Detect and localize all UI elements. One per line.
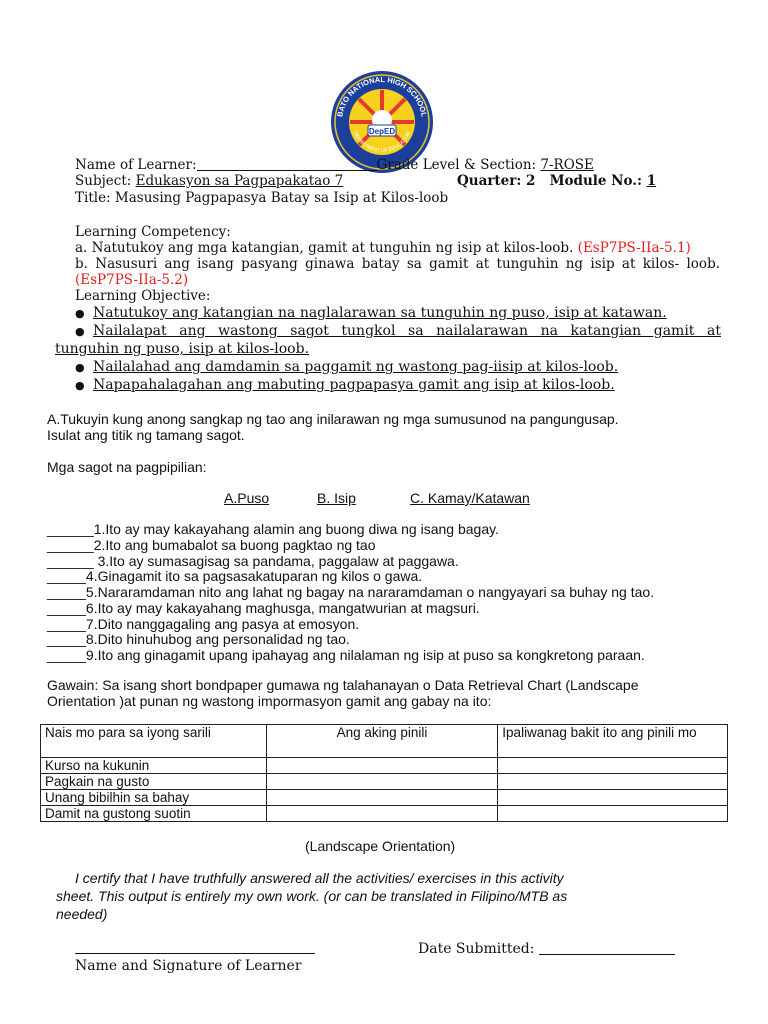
- data-retrieval-chart: [40, 724, 728, 822]
- competency-heading: Learning Competency:: [75, 224, 231, 240]
- certify-line-1: I certify that I have truthfully answered all the activities/ exercises in this activity: [75, 870, 564, 886]
- choice-a: A.Puso: [224, 490, 270, 506]
- subject-label: Subject:: [75, 173, 136, 189]
- date-blank[interactable]: [539, 940, 675, 955]
- table-row: [41, 806, 728, 822]
- grade-label: Grade Level & Section:: [376, 157, 541, 173]
- table-cell: Unang bibilhin sa bahay: [41, 790, 267, 806]
- question-2: ______2.Ito ang bumabalot sa buong pagktao ng tao: [47, 537, 376, 553]
- table-cell[interactable]: [266, 758, 498, 774]
- gawain-line-2: Orientation )at punan ng wastong impormasyon gamit ang gabay na ito:: [47, 693, 492, 709]
- competency-b-code: (EsP7PS-IIa-5.2): [75, 272, 189, 288]
- objective-item: ● Napapahalagahan ang mabuting pagpapasya gamit ang isip at kilos-loob.: [93, 377, 615, 393]
- question-4: _____4.Ginagamit ito sa pagsasakatuparan ng kilos o gawa.: [47, 568, 423, 584]
- module-value: 1: [646, 173, 657, 189]
- objective-item: ● Natutukoy ang katangian na naglalarawan sa tunguhin ng puso, isip at katawan.: [93, 305, 667, 321]
- objective-item: ● Nailalahad ang damdamin sa paggamit ng wastong pag-iisip at kilos-loob.: [93, 359, 618, 375]
- quarter-module: [457, 173, 656, 189]
- table-header-row: [41, 725, 728, 758]
- learner-name-line: [75, 156, 594, 173]
- competency-b-text: b. Nasusuri ang isang pasyang ginawa batay sa gamit at tunguhin ng isip at kilos- loob.: [75, 256, 720, 272]
- signature-label: Name and Signature of Learner: [75, 958, 302, 974]
- quarter-label: Quarter: 2: [457, 173, 536, 189]
- gawain-line-1: Gawain: Sa isang short bondpaper gumawa ng talahanayan o Data Retrieval Chart (Landscape: [47, 677, 639, 693]
- table-cell[interactable]: [498, 806, 728, 822]
- table-row: [41, 758, 728, 774]
- table-cell[interactable]: [498, 758, 728, 774]
- competency-a: [75, 240, 691, 256]
- signature-line[interactable]: [75, 953, 315, 954]
- title: Title: Masusing Pagpapasya Batay sa Isip at Kilos-loob: [75, 190, 449, 206]
- certify-line-2: sheet. This output is entirely my own work. (or can be translated in Filipino/MTB as: [56, 888, 568, 904]
- subject-value: Edukasyon sa Pagpapakatao 7: [135, 173, 344, 189]
- choices-label: Mga sagot na pagpipilian:: [47, 459, 207, 475]
- learner-name-blank[interactable]: [197, 156, 377, 171]
- grade-value: 7-ROSE: [540, 157, 594, 173]
- competency-a-code: (EsP7PS-IIa-5.1): [577, 240, 691, 256]
- table-cell: Damit na gustong suotin: [41, 806, 267, 822]
- objective-item: ● Nailalapat ang wastong sagot tungkol sa nailalarawan na katangian gamit at: [93, 323, 721, 339]
- table-row: [41, 790, 728, 806]
- competency-a-text: a. Natutukoy ang mga katangian, gamit at tunguhin ng isip at kilos-loob.: [75, 240, 578, 256]
- objective-item-continued: tunguhin ng puso, isip at kilos-loob.: [55, 341, 310, 357]
- part-a-instruction-1: A.Tukuyin kung anong sangkap ng tao ang inilarawan ng mga sumusunod na pangungusap.: [47, 411, 619, 427]
- table-cell[interactable]: [498, 774, 728, 790]
- subject-line: [75, 173, 343, 189]
- landscape-note: (Landscape Orientation): [305, 838, 456, 854]
- table-cell[interactable]: [266, 806, 498, 822]
- table-header: Ipaliwanag bakit ito ang pinili mo: [498, 725, 728, 758]
- table-cell: Pagkain na gusto: [41, 774, 267, 790]
- question-3: ______ 3.Ito ay sumasagisag sa pandama, paggalaw at paggawa.: [47, 553, 459, 569]
- table-header: Nais mo para sa iyong sarili: [41, 725, 267, 758]
- table-cell[interactable]: [266, 774, 498, 790]
- table-cell: Kurso na kukunin: [41, 758, 267, 774]
- table-row: [41, 774, 728, 790]
- question-9: _____9.Ito ang ginagamit upang ipahayag ang nilalaman ng isip at puso sa kongkretong paraan.: [47, 647, 645, 663]
- logo-ring-text: BATO NATIONAL HIGH SCHOOL: [335, 74, 429, 118]
- logo-badge: DepED: [368, 127, 396, 136]
- certify-line-3: needed): [56, 906, 108, 922]
- objective-heading: Learning Objective:: [75, 288, 211, 304]
- date-submitted: [418, 940, 675, 957]
- date-label: Date Submitted:: [418, 941, 539, 957]
- question-1: ______1.Ito ay may kakayahang alamin ang buong diwa ng isang bagay.: [47, 521, 499, 537]
- question-7: _____7.Dito nanggagaling ang pasya at emosyon.: [47, 616, 360, 632]
- question-6: _____6.Ito ay may kakayahang maghusga, mangatwurian at magsuri.: [47, 600, 480, 616]
- table-header: Ang aking pinili: [266, 725, 498, 758]
- learner-name-label: Name of Learner:: [75, 157, 197, 173]
- question-8: _____8.Dito hinuhubog ang personalidad ng tao.: [47, 631, 350, 647]
- question-5: _____5.Nararamdaman nito ang lahat ng bagay na nararamdaman o nangyayari sa buhay ng tao.: [47, 584, 655, 600]
- table-cell[interactable]: [498, 790, 728, 806]
- choice-b: B. Isip: [317, 490, 356, 506]
- module-label: Module No.:: [549, 173, 647, 189]
- choice-c: C. Kamay/Katawan: [410, 490, 530, 506]
- logo-inner-text: DEPARTMENT OF EDUCATION: [351, 130, 413, 155]
- table-cell[interactable]: [266, 790, 498, 806]
- part-a-instruction-2: Isulat ang titik ng tamang sagot.: [47, 427, 245, 443]
